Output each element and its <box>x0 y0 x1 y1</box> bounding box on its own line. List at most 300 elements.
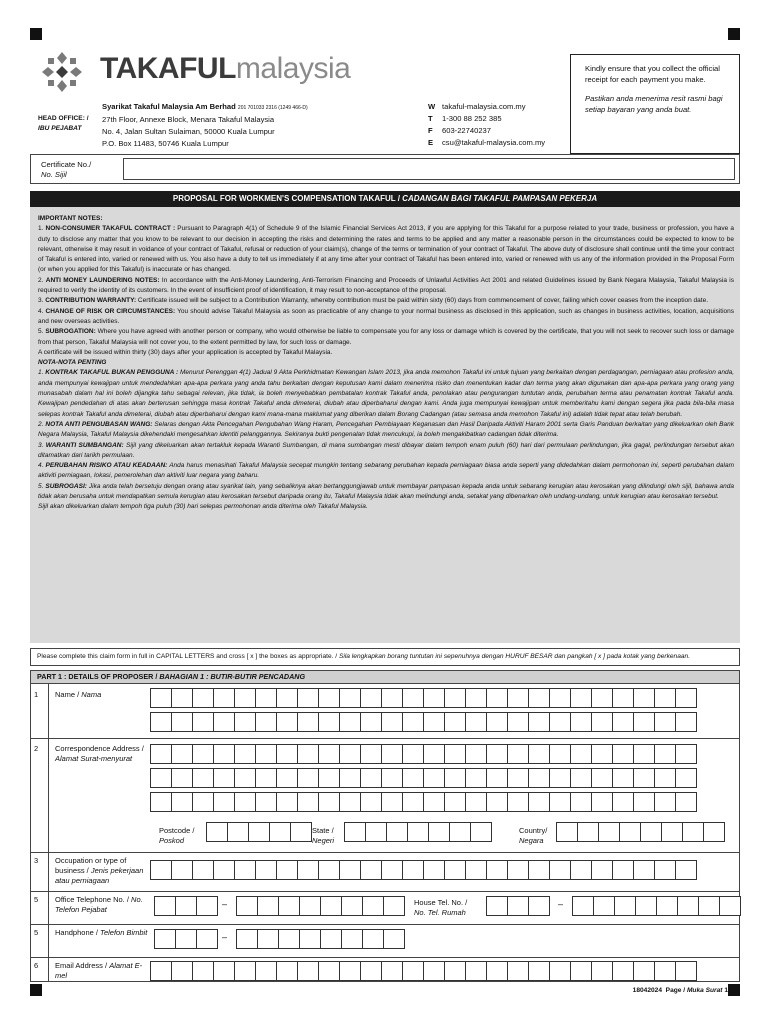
character-box[interactable] <box>339 712 361 732</box>
character-box[interactable] <box>318 712 340 732</box>
character-box[interactable] <box>360 712 382 732</box>
character-box[interactable] <box>278 896 300 916</box>
character-box[interactable] <box>591 744 613 764</box>
character-box[interactable] <box>654 744 676 764</box>
character-box[interactable] <box>682 822 704 842</box>
character-box[interactable] <box>423 712 445 732</box>
character-box[interactable] <box>276 961 298 981</box>
character-box[interactable] <box>633 961 655 981</box>
house-tel-number-boxes[interactable] <box>572 896 740 916</box>
character-box[interactable] <box>444 792 466 812</box>
character-box[interactable] <box>360 792 382 812</box>
handphone-number-boxes[interactable] <box>236 929 404 949</box>
character-box[interactable] <box>290 822 312 842</box>
character-box[interactable] <box>507 768 529 788</box>
character-box[interactable] <box>255 860 277 880</box>
logo-text-malaysia: malaysia <box>235 52 351 85</box>
character-box[interactable] <box>192 961 214 981</box>
character-box[interactable] <box>299 896 321 916</box>
row-divider <box>30 891 740 892</box>
character-box[interactable] <box>465 792 487 812</box>
character-box[interactable] <box>591 712 613 732</box>
character-box[interactable] <box>339 961 361 981</box>
state-boxes[interactable] <box>344 822 491 842</box>
character-box[interactable] <box>591 860 613 880</box>
character-box[interactable] <box>381 688 403 708</box>
character-box[interactable] <box>255 688 277 708</box>
character-box[interactable] <box>341 929 363 949</box>
character-box[interactable] <box>192 768 214 788</box>
character-box[interactable] <box>339 744 361 764</box>
character-box[interactable] <box>386 822 408 842</box>
name-label: Name / Nama <box>55 690 102 699</box>
character-box[interactable] <box>675 688 697 708</box>
character-box[interactable] <box>402 961 424 981</box>
part1-header: PART 1 : DETAILS OF PROPOSER / BAHAGIAN 1 : BUTIR-BUTIR PENCADANG <box>30 670 740 684</box>
character-box[interactable] <box>654 860 676 880</box>
house-tel-prefix-boxes[interactable] <box>486 896 549 916</box>
character-box[interactable] <box>383 896 405 916</box>
row-number: 1 <box>34 690 39 699</box>
character-box[interactable] <box>423 961 445 981</box>
character-box[interactable] <box>276 792 298 812</box>
character-box[interactable] <box>507 860 529 880</box>
character-box[interactable] <box>154 929 176 949</box>
character-box[interactable] <box>255 961 277 981</box>
character-box[interactable] <box>528 688 550 708</box>
character-box[interactable] <box>423 792 445 812</box>
character-box[interactable] <box>591 768 613 788</box>
character-box[interactable] <box>465 768 487 788</box>
character-box[interactable] <box>360 961 382 981</box>
handphone-prefix-boxes[interactable] <box>154 929 217 949</box>
character-box[interactable] <box>402 768 424 788</box>
character-box[interactable] <box>591 688 613 708</box>
character-box[interactable] <box>381 744 403 764</box>
character-box[interactable] <box>654 688 676 708</box>
character-box[interactable] <box>612 860 634 880</box>
character-box[interactable] <box>234 792 256 812</box>
character-box[interactable] <box>633 712 655 732</box>
character-box[interactable] <box>339 860 361 880</box>
character-box[interactable] <box>423 744 445 764</box>
character-box[interactable] <box>381 792 403 812</box>
note-item: 5. SUBROGATION: Where you have agreed with another person or company, who would otherwise be liable to compensate you for any loss or damage which is covered by the certificate, that you will not seek to recover such loss or damage from that person, Takaful Malaysia will not cover you, to the extent permitted by law, for such loss or damage. <box>38 328 734 346</box>
character-box[interactable] <box>549 961 571 981</box>
character-box[interactable] <box>234 768 256 788</box>
character-box[interactable] <box>444 688 466 708</box>
character-box[interactable] <box>297 792 319 812</box>
character-box[interactable] <box>318 744 340 764</box>
character-box[interactable] <box>486 961 508 981</box>
character-box[interactable] <box>633 744 655 764</box>
row-number: 5 <box>34 895 39 904</box>
character-box[interactable] <box>171 744 193 764</box>
character-box[interactable] <box>339 792 361 812</box>
character-box[interactable] <box>192 860 214 880</box>
character-box[interactable] <box>549 792 571 812</box>
character-box[interactable] <box>320 929 342 949</box>
character-box[interactable] <box>171 860 193 880</box>
character-box[interactable] <box>549 860 571 880</box>
character-box[interactable] <box>248 822 270 842</box>
character-box[interactable] <box>213 744 235 764</box>
certificate-number-input[interactable] <box>123 158 735 180</box>
name-boxes-line1[interactable] <box>150 688 696 708</box>
registration-mark <box>30 984 42 996</box>
character-box[interactable] <box>570 792 592 812</box>
character-box[interactable] <box>423 688 445 708</box>
character-box[interactable] <box>449 822 471 842</box>
character-box[interactable] <box>444 744 466 764</box>
character-box[interactable] <box>171 792 193 812</box>
character-box[interactable] <box>675 768 697 788</box>
character-box[interactable] <box>339 768 361 788</box>
character-box[interactable] <box>677 896 699 916</box>
address-line: 27th Floor, Annexe Block, Menara Takaful Malaysia <box>102 115 275 124</box>
occupation-label: Occupation or type of business / Jenis pekerjaan atau perniagaan <box>55 856 144 885</box>
character-box[interactable] <box>234 744 256 764</box>
character-box[interactable] <box>698 896 720 916</box>
character-box[interactable] <box>213 688 235 708</box>
character-box[interactable] <box>507 896 529 916</box>
character-box[interactable] <box>675 792 697 812</box>
character-box[interactable] <box>570 744 592 764</box>
character-box[interactable] <box>150 688 172 708</box>
character-box[interactable] <box>402 712 424 732</box>
character-box[interactable] <box>276 712 298 732</box>
character-box[interactable] <box>234 688 256 708</box>
character-box[interactable] <box>654 792 676 812</box>
character-box[interactable] <box>341 896 363 916</box>
character-box[interactable] <box>486 688 508 708</box>
character-box[interactable] <box>227 822 249 842</box>
receipt-note-en: Kindly ensure that you collect the official receipt for each payment you make. <box>585 64 720 84</box>
character-box[interactable] <box>612 792 634 812</box>
notes-heading-my: NOTA-NOTA PENTING <box>38 359 107 367</box>
character-box[interactable] <box>196 929 218 949</box>
character-box[interactable] <box>549 688 571 708</box>
character-box[interactable] <box>465 860 487 880</box>
row-number: 6 <box>34 961 39 970</box>
country-boxes[interactable] <box>556 822 724 842</box>
character-box[interactable] <box>360 688 382 708</box>
character-box[interactable] <box>297 688 319 708</box>
character-box[interactable] <box>507 792 529 812</box>
character-box[interactable] <box>276 860 298 880</box>
character-box[interactable] <box>486 896 508 916</box>
character-box[interactable] <box>171 712 193 732</box>
character-box[interactable] <box>381 860 403 880</box>
character-box[interactable] <box>381 712 403 732</box>
character-box[interactable] <box>486 712 508 732</box>
address-boxes-line1[interactable] <box>150 744 696 764</box>
character-box[interactable] <box>507 961 529 981</box>
character-box[interactable] <box>661 822 683 842</box>
character-box[interactable] <box>360 768 382 788</box>
address-boxes-line2[interactable] <box>150 768 696 788</box>
character-box[interactable] <box>362 929 384 949</box>
character-box[interactable] <box>633 768 655 788</box>
character-box[interactable] <box>507 688 529 708</box>
character-box[interactable] <box>423 860 445 880</box>
note-item: 2. ANTI MONEY LAUNDERING NOTES: In accordance with the Anti-Money Laundering, Anti-Terrorism Financing and Proceeds of Unlawful Activities Act 2001 and related Guidelines issued by Bank Negara Malaysia, Takaful Malaysia is required to verify the identity of its customers. In the event of insufficient proof of identification, it may result to non-acceptance of the proposal. <box>38 276 734 295</box>
logo-text-takaful: TAKAFUL <box>100 52 236 85</box>
character-box[interactable] <box>675 744 697 764</box>
character-box[interactable] <box>635 896 657 916</box>
character-box[interactable] <box>633 792 655 812</box>
address-line: P.O. Box 11483, 50746 Kuala Lumpur <box>102 139 229 148</box>
character-box[interactable] <box>213 768 235 788</box>
character-box[interactable] <box>213 860 235 880</box>
character-box[interactable] <box>549 744 571 764</box>
character-box[interactable] <box>276 768 298 788</box>
character-box[interactable] <box>234 712 256 732</box>
receipt-note-my: Pastikan anda menerima resit rasmi bagi setiap bayaran yang anda buat. <box>585 94 723 114</box>
character-box[interactable] <box>318 768 340 788</box>
notes-closing-en: A certificate will be issued within thirty (30) days after your application is accepted by Takaful Malaysia. <box>38 348 333 356</box>
character-box[interactable] <box>444 712 466 732</box>
character-box[interactable] <box>619 822 641 842</box>
character-box[interactable] <box>528 860 550 880</box>
character-box[interactable] <box>255 768 277 788</box>
character-box[interactable] <box>257 896 279 916</box>
postcode-label: Postcode / Poskod <box>159 826 195 845</box>
character-box[interactable] <box>675 961 697 981</box>
character-box[interactable] <box>318 792 340 812</box>
character-box[interactable] <box>402 860 424 880</box>
character-box[interactable] <box>297 712 319 732</box>
character-box[interactable] <box>507 744 529 764</box>
character-box[interactable] <box>444 961 466 981</box>
character-box[interactable] <box>654 768 676 788</box>
character-box[interactable] <box>614 896 636 916</box>
name-boxes-line2[interactable] <box>150 712 696 732</box>
character-box[interactable] <box>175 896 197 916</box>
character-box[interactable] <box>612 768 634 788</box>
certificate-row <box>30 154 740 184</box>
character-box[interactable] <box>612 712 634 732</box>
character-box[interactable] <box>402 744 424 764</box>
character-box[interactable] <box>276 744 298 764</box>
character-box[interactable] <box>654 712 676 732</box>
character-box[interactable] <box>598 822 620 842</box>
character-box[interactable] <box>570 860 592 880</box>
note-item-my: 1. KONTRAK TAKAFUL BUKAN PENGGUNA : Menurut Perenggan 4(1) Jadual 9 Akta Perkhidmatan Kewangan Islam 2013, jika anda memohon Takaful ini untuk tujuan yang berkaitan dengan perdagangan, perniagaan atau profesion anda, anda mempunyai kewajipan untuk mendedahkan apa-apa perkara yang anda tahu berkaitan dengan keputusan kami dalam menerima risiko dan menentukan kadar dan terma yang akan digunakan dan apa-apa perkara yang orang yang munasabah dalam hal ini boleh dijangka tahu sebagai relevan, jika tidak, ia boleh menyebabkan pembatalan kontrak Takaful anda, penolakan atau pengurangan tuntutan anda, perubahan terma atau penamatan kontrak Takaful anda. Kewajipan pendedahan di atas akan berterusan sehingga masa kontrak Takaful anda dimeterai, diubah atau diperbaharui dengan kami. Anda juga mempunyai kewajipan untuk memberitahu kami dengan segera jika pada bila-bila masa selepas kontrak Takaful anda dimeterai, diubah atau diperbaharui dengan kami mana-mana maklumat yang diberikan dalam Borang Cadangan (atau semasa anda memohon Takaful ini) adalah tidak tepat atau telah berubah. <box>38 369 735 418</box>
character-box[interactable] <box>257 929 279 949</box>
character-box[interactable] <box>465 744 487 764</box>
character-box[interactable] <box>486 860 508 880</box>
email-link[interactable]: csu@takaful-malaysia.com.my <box>442 138 546 147</box>
dash-separator: – <box>222 899 228 909</box>
email-boxes[interactable] <box>150 961 696 981</box>
character-box[interactable] <box>150 792 172 812</box>
handphone-label: Handphone / Telefon Bimbit <box>55 928 148 937</box>
postcode-boxes[interactable] <box>206 822 311 842</box>
character-box[interactable] <box>528 792 550 812</box>
character-box[interactable] <box>236 929 258 949</box>
character-box[interactable] <box>192 744 214 764</box>
state-label: State / Negeri <box>312 826 335 845</box>
character-box[interactable] <box>570 768 592 788</box>
character-box[interactable] <box>234 860 256 880</box>
character-box[interactable] <box>150 712 172 732</box>
character-box[interactable] <box>428 822 450 842</box>
character-box[interactable] <box>381 961 403 981</box>
character-box[interactable] <box>255 744 277 764</box>
telephone-number: 1-300 88 252 385 <box>442 114 502 123</box>
notes-closing-my: Sijil akan dikeluarkan dalam tempoh tiga puluh (30) hari selepas permohonan anda diterima oleh Takaful Malaysia. <box>38 503 368 511</box>
character-box[interactable] <box>612 744 634 764</box>
page-number: 1 <box>724 987 728 994</box>
character-box[interactable] <box>236 896 258 916</box>
character-box[interactable] <box>528 768 550 788</box>
character-box[interactable] <box>297 744 319 764</box>
number-column-divider <box>48 684 49 982</box>
character-box[interactable] <box>255 792 277 812</box>
character-box[interactable] <box>255 712 277 732</box>
head-office-label: HEAD OFFICE: / IBU PEJABAT <box>38 115 89 132</box>
character-box[interactable] <box>465 688 487 708</box>
character-box[interactable] <box>339 688 361 708</box>
character-box[interactable] <box>206 822 228 842</box>
character-box[interactable] <box>507 712 529 732</box>
character-box[interactable] <box>192 688 214 708</box>
character-box[interactable] <box>407 822 429 842</box>
character-box[interactable] <box>444 860 466 880</box>
character-box[interactable] <box>171 768 193 788</box>
character-box[interactable] <box>633 688 655 708</box>
character-box[interactable] <box>360 860 382 880</box>
character-box[interactable] <box>528 712 550 732</box>
character-box[interactable] <box>320 896 342 916</box>
note-item-my: 3. WARANTI SUMBANGAN: Sijil yang dikeluarkan akan tertakluk kepada Waranti Sumbangan, di mana sumbangan mesti dibayar dalam tempoh enam puluh (60) hari dari permulaan perlindungan, jika gagal, perlindungan tersebut akan ditamatkan dari tarikh permulaan. <box>38 441 734 459</box>
character-box[interactable] <box>633 860 655 880</box>
character-box[interactable] <box>297 768 319 788</box>
office-tel-number-boxes[interactable] <box>236 896 404 916</box>
character-box[interactable] <box>381 768 403 788</box>
character-box[interactable] <box>612 688 634 708</box>
company-address <box>102 101 308 150</box>
character-box[interactable] <box>150 768 172 788</box>
country-label: Country/ Negara <box>519 826 548 845</box>
character-box[interactable] <box>549 768 571 788</box>
character-box[interactable] <box>570 961 592 981</box>
page-footer: 18042024 Page / Muka Surat 1 <box>632 987 728 994</box>
note-item: 1. NON-CONSUMER TAKAFUL CONTRACT : Pursuant to Paragraph 4(1) of Schedule 9 of the Islamic Financial Services Act 2013, if you are applying for this Takaful for a purpose related to your trade, business or profession, you have a duty to disclose any matter that you know to be relevant to our decision in accepting the risks and determining the rates and terms to be applied and any matter a reasonable person in the circumstances could be expected to know to be relevant, otherwise it may result in voidance of your contract of Takaful, refusal or reduction of your claim(s), change of the terms or termination of your contract of Takaful. The above duty of disclosure shall continue until the time your contract of Takaful is entered into, varied or renewed with us. You also have a duty to tell us immediately if at any time after your contract of Takaful has been entered into, varied or renewed with us any of the information provided in the Proposal Form (or when you applied for this Takaful) is inaccurate or has changed. <box>38 225 734 274</box>
character-box[interactable] <box>486 768 508 788</box>
character-box[interactable] <box>171 688 193 708</box>
instruction-line: Please complete this claim form in full in CAPITAL LETTERS and cross [ x ] the boxes as appropriate. / Sila lengkapkan borang tuntutan ini sepenuhnya dengan HURUF BESAR dan pangkah [ x ] pada kotak yang berkenaan. <box>30 648 740 666</box>
character-box[interactable] <box>675 860 697 880</box>
character-box[interactable] <box>640 822 662 842</box>
character-box[interactable] <box>570 712 592 732</box>
character-box[interactable] <box>362 896 384 916</box>
contact-list: W takaful-malaysia.com.my T 1-300 88 252 385 F 603-22740237 E csu@takaful-malaysia.com.my <box>428 102 546 147</box>
character-box[interactable] <box>192 712 214 732</box>
character-box[interactable] <box>470 822 492 842</box>
dash-separator: – <box>222 932 228 942</box>
company-reg: 201 701033 2316 (1249 466-D) <box>237 105 308 111</box>
character-box[interactable] <box>444 768 466 788</box>
character-box[interactable] <box>486 744 508 764</box>
character-box[interactable] <box>528 961 550 981</box>
character-box[interactable] <box>465 712 487 732</box>
fax-number: 603-22740237 <box>442 126 491 135</box>
character-box[interactable] <box>276 688 298 708</box>
character-box[interactable] <box>150 961 172 981</box>
character-box[interactable] <box>383 929 405 949</box>
character-box[interactable] <box>593 896 615 916</box>
character-box[interactable] <box>719 896 741 916</box>
character-box[interactable] <box>150 860 172 880</box>
character-box[interactable] <box>269 822 291 842</box>
character-box[interactable] <box>591 961 613 981</box>
character-box[interactable] <box>318 860 340 880</box>
character-box[interactable] <box>572 896 594 916</box>
office-tel-prefix-boxes[interactable] <box>154 896 217 916</box>
character-box[interactable] <box>656 896 678 916</box>
character-box[interactable] <box>486 792 508 812</box>
character-box[interactable] <box>213 961 235 981</box>
character-box[interactable] <box>654 961 676 981</box>
character-box[interactable] <box>612 961 634 981</box>
important-notes <box>38 214 734 513</box>
note-item-my: 5. SUBROGASI: Jika anda telah bersetuju dengan orang atau syarikat lain, yang sebaliknya akan bertanggungjawab untuk membayar pampasan kepada anda untuk sebarang kerugian atau kerosakan yang dilindungi oleh sijil, bahawa anda tidak akan berusaha untuk mendapatkan semula kerugian atau kerosakan tersebut daripada orang itu, Takaful Malaysia tidak akan melindungi anda, setakat yang dibenarkan oleh undang-undang, untuk kerugian atau kerosakan tersebut. <box>38 482 734 501</box>
row-divider <box>30 852 740 853</box>
character-box[interactable] <box>402 688 424 708</box>
character-box[interactable] <box>402 792 424 812</box>
character-box[interactable] <box>344 822 366 842</box>
character-box[interactable] <box>234 961 256 981</box>
character-box[interactable] <box>171 961 193 981</box>
character-box[interactable] <box>360 744 382 764</box>
occupation-boxes[interactable] <box>150 860 696 880</box>
company-name: Syarikat Takaful Malaysia Am Berhad <box>102 102 236 111</box>
character-box[interactable] <box>175 929 197 949</box>
character-box[interactable] <box>318 961 340 981</box>
website-link[interactable]: takaful-malaysia.com.my <box>442 102 526 111</box>
character-box[interactable] <box>299 929 321 949</box>
character-box[interactable] <box>423 768 445 788</box>
character-box[interactable] <box>465 961 487 981</box>
character-box[interactable] <box>591 792 613 812</box>
character-box[interactable] <box>549 712 571 732</box>
registration-mark <box>728 28 740 40</box>
character-box[interactable] <box>570 688 592 708</box>
character-box[interactable] <box>528 896 550 916</box>
character-box[interactable] <box>192 792 214 812</box>
character-box[interactable] <box>528 744 550 764</box>
character-box[interactable] <box>365 822 387 842</box>
address-boxes-line3[interactable] <box>150 792 696 812</box>
character-box[interactable] <box>297 961 319 981</box>
character-box[interactable] <box>213 712 235 732</box>
character-box[interactable] <box>675 712 697 732</box>
logo-wordmark <box>100 52 350 86</box>
character-box[interactable] <box>577 822 599 842</box>
character-box[interactable] <box>318 688 340 708</box>
character-box[interactable] <box>213 792 235 812</box>
character-box[interactable] <box>703 822 725 842</box>
character-box[interactable] <box>196 896 218 916</box>
character-box[interactable] <box>556 822 578 842</box>
registration-mark <box>30 28 42 40</box>
character-box[interactable] <box>297 860 319 880</box>
character-box[interactable] <box>154 896 176 916</box>
character-box[interactable] <box>150 744 172 764</box>
character-box[interactable] <box>278 929 300 949</box>
